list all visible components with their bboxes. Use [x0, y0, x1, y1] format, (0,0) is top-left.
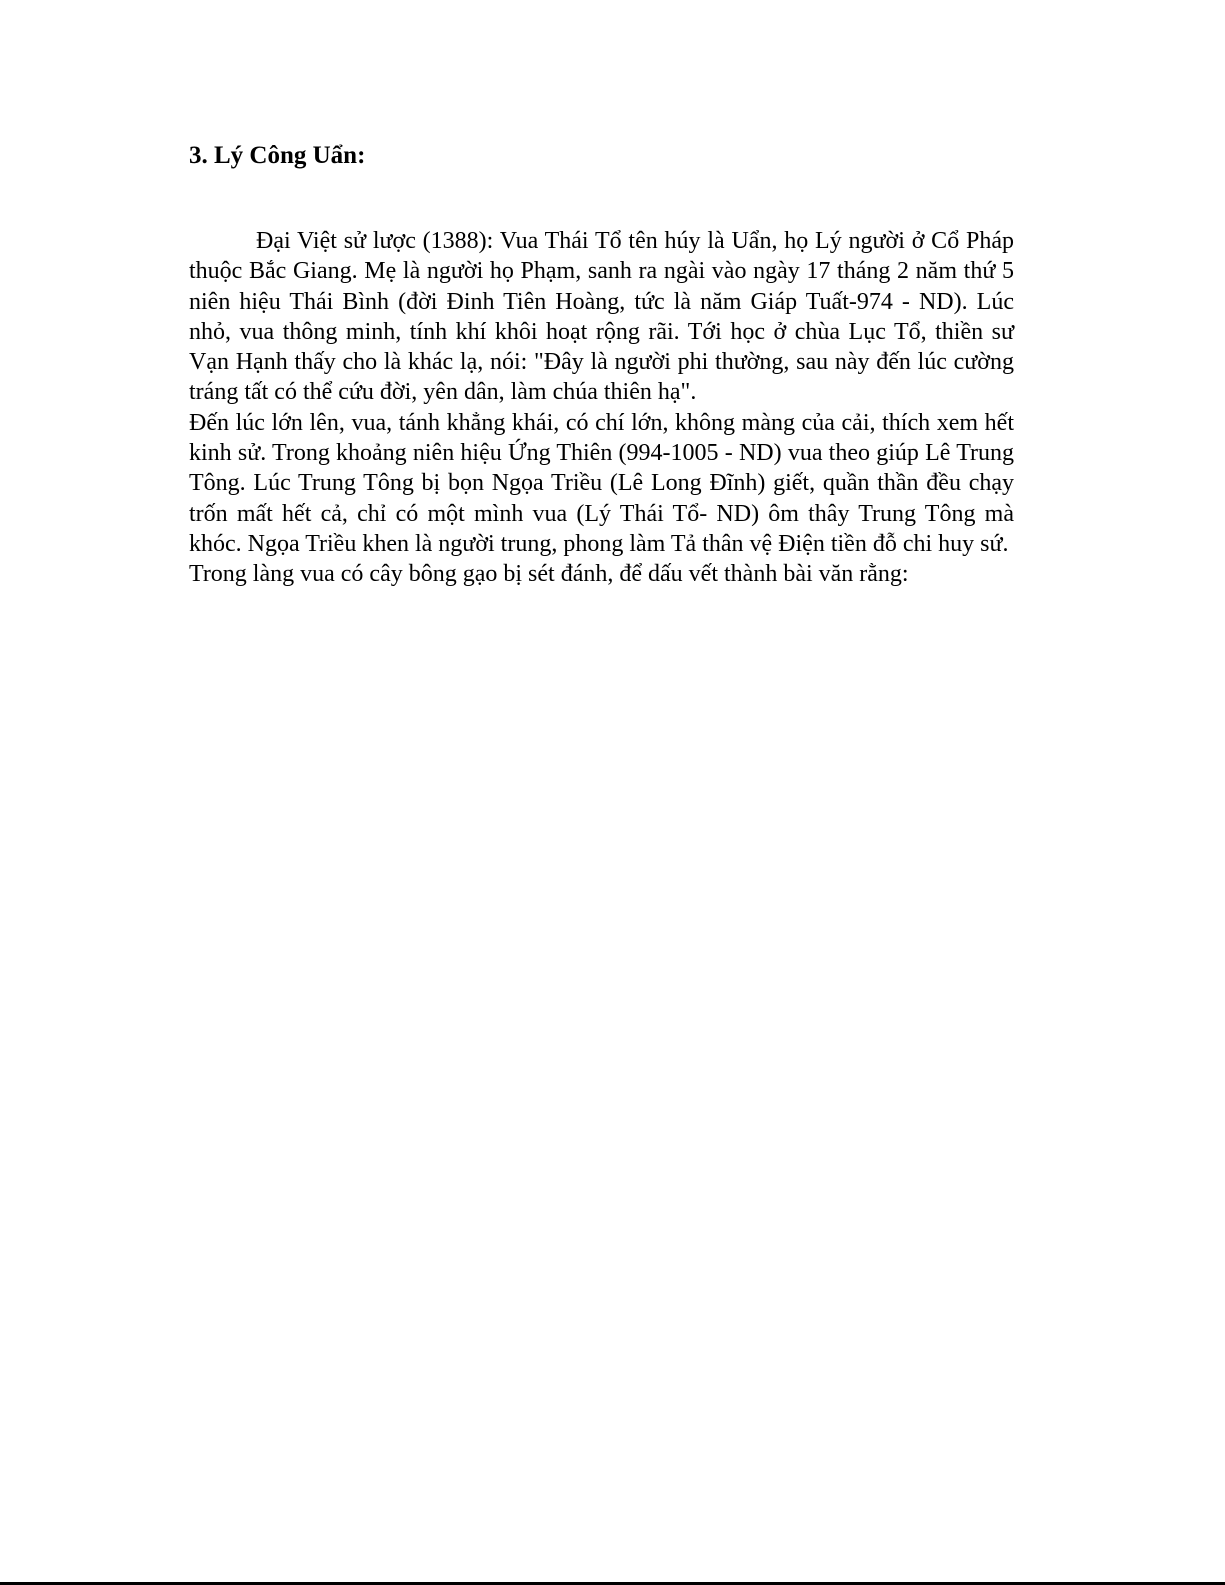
paragraph-3: Trong làng vua có cây bông gạo bị sét đánh, để dấu vết thành bài văn rằng: — [189, 561, 909, 588]
paragraph-1: Đại Việt sử lược (1388): Vua Thái Tổ tên húy là Uẩn, họ Lý người ở Cổ Pháp thuộc Bắc Giang. Mẹ là người họ Phạm, sanh ra ngài vào ngày 17 tháng 2 năm thứ 5 niên hiệu Thái Bình (đời Đinh Tiên Hoàng, tức là năm Giáp Tuất-974 - ND). Lúc nhỏ, vua thông minh, tính khí khôi hoạt rộng rãi. Tới học ở chùa Lục Tổ, thiền sư Vạn Hạnh thấy cho là khác lạ, nói: "Đây là người phi thường, sau này đến lúc cường tráng tất có thể cứu đời, yên dân, làm chúa thiên hạ". — [189, 228, 1014, 406]
section-heading: 3. Lý Công Uẩn: — [189, 142, 366, 169]
paragraph-2: Đến lúc lớn lên, vua, tánh khẳng khái, có chí lớn, không màng của cải, thích xem hết kinh sử. Trong khoảng niên hiệu Ứng Thiên (994-1005 - ND) vua theo giúp Lê Trung Tông. Lúc Trung Tông bị bọn Ngọa Triều (Lê Long Đĩnh) giết, quần thần đều chạy trốn mất hết cả, chỉ có một mình vua (Lý Thái Tổ- ND) ôm thây Trung Tông mà khóc. Ngọa Triều khen là người trung, phong làm Tả thân vệ Điện tiền đỗ chi huy sứ. — [189, 409, 1014, 557]
document-body — [189, 138, 1014, 590]
